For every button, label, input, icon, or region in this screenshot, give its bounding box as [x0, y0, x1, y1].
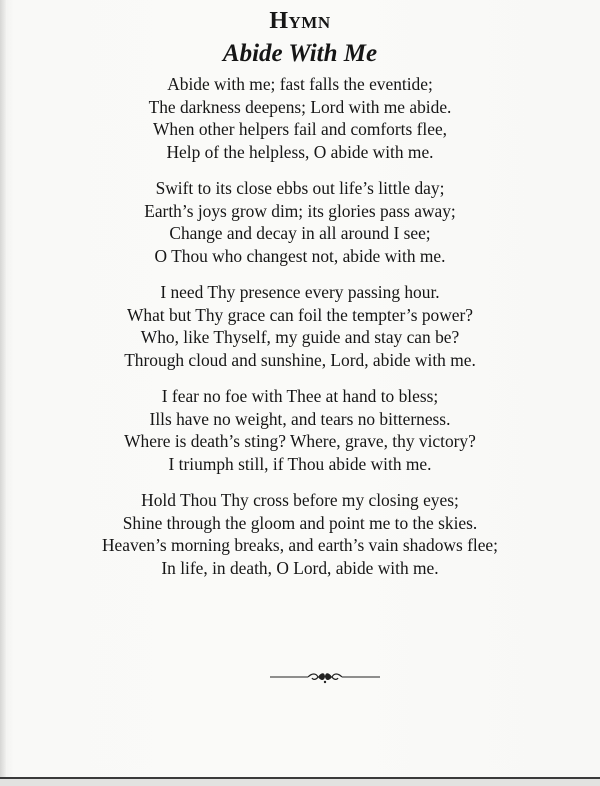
verse-line: Abide with me; fast falls the eventide;	[167, 74, 433, 94]
scan-border	[0, 779, 600, 786]
stanza	[0, 385, 600, 475]
verse-line: Hold Thou Thy cross before my closing eyes;	[141, 490, 459, 511]
verse-line: Who, like Thyself, my guide and stay can be?	[140, 327, 460, 348]
hymn-text	[0, 73, 600, 593]
stanza	[0, 177, 600, 267]
verse-line: Help of the helpless, O abide with me.	[166, 141, 434, 162]
verse-line: Change and decay in all around I see;	[169, 223, 431, 244]
verse-line: I fear no foe with Thee at hand to bless;	[161, 386, 439, 407]
verse-line: O Thou who changest not, abide with me.	[154, 245, 446, 266]
stanza	[0, 281, 600, 371]
verse-line: When other helpers fail and comforts flee,	[152, 119, 448, 140]
hymn-title: Abide With Me	[222, 40, 378, 67]
verse-line: I triumph still, if Thou abide with me.	[168, 453, 432, 474]
stanza	[0, 489, 600, 579]
verse-line: Heaven’s morning breaks, and earth’s vain shadows flee;	[101, 535, 498, 556]
verse-line: Through cloud and sunshine, Lord, abide with me.	[124, 349, 476, 370]
verse-line: What but Thy grace can foil the tempter’s power?	[126, 304, 474, 325]
verse-line: I need Thy presence every passing hour.	[160, 282, 440, 303]
flourish-divider-icon	[270, 669, 380, 685]
verse-line: In life, in death, O Lord, abide with me.	[161, 558, 439, 579]
verse-line: Ills have no weight, and tears no bitterness.	[149, 408, 451, 429]
page-heading: Hymn	[269, 8, 331, 34]
verse-line: Swift to its close ebbs out life’s little day;	[155, 178, 445, 199]
verse-line: The darkness deepens; Lord with me abide.	[148, 96, 452, 117]
verse-line: Where is death’s sting? Where, grave, thy victory?	[124, 431, 476, 452]
verse-line: Earth’s joys grow dim; its glories pass away;	[144, 200, 456, 221]
verse-line: Shine through the gloom and point me to the skies.	[122, 512, 478, 533]
stanza	[0, 73, 600, 163]
